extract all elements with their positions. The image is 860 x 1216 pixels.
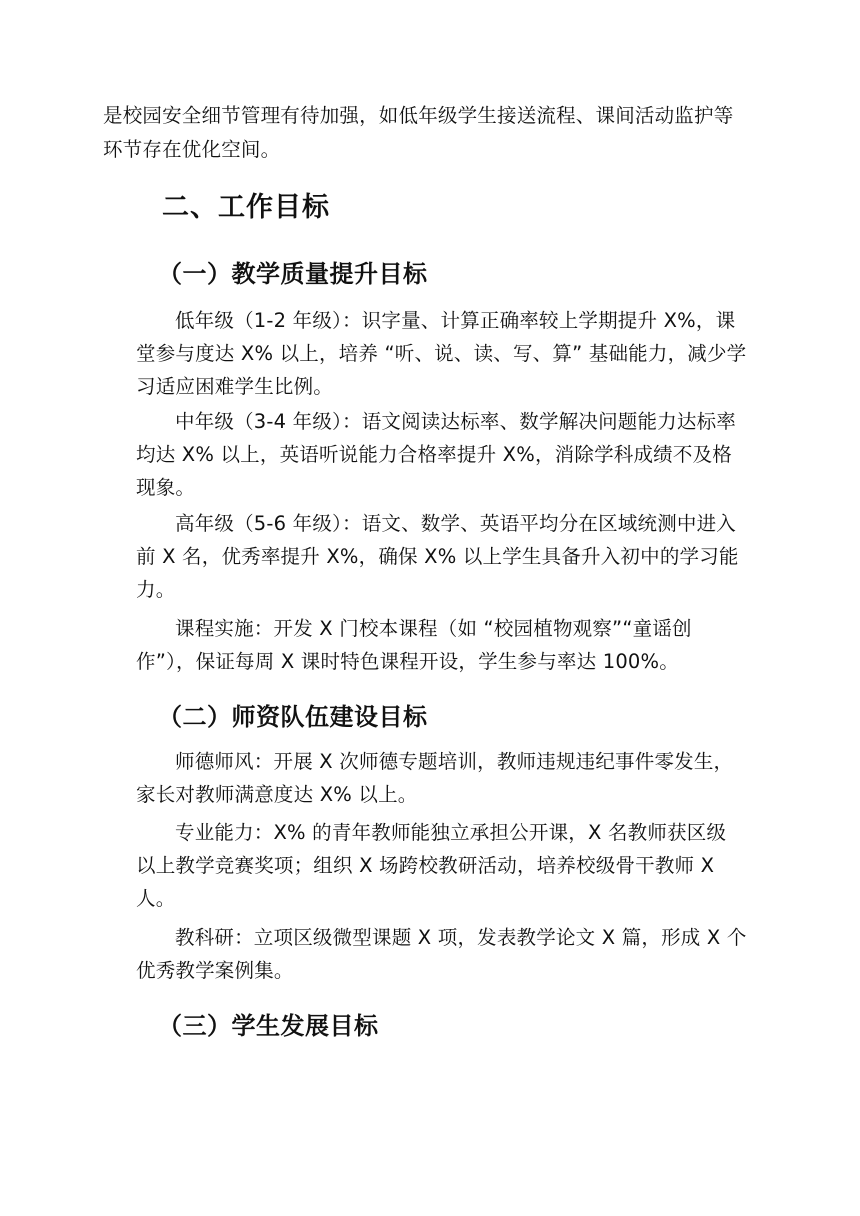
para-research-line-2: 优秀教学案例集。 [136, 959, 294, 982]
para-lower-grade-line-3: 习适应困难学生比例。 [136, 375, 334, 398]
para-middle-grade-line-2: 均达 X% 以上，英语听说能力合格率提升 X%，消除学科成绩不及格 [136, 443, 732, 466]
para-curriculum-line-2: 作”），保证每周 X 课时特色课程开设，学生参与率达 100%。 [136, 650, 679, 673]
para-lower-grade-line-2: 堂参与度达 X% 以上，培养 “听、说、读、写、算” 基础能力，减少学 [136, 342, 747, 365]
para-middle-grade-line-1: 中年级（3-4 年级）：语文阅读达标率、数学解决问题能力达标率 [175, 410, 736, 433]
para-ability-line-1: 专业能力：X% 的青年教师能独立承担公开课，X 名教师获区级 [175, 821, 727, 844]
subsection-title-teaching: （一）教学质量提升目标 [158, 260, 428, 288]
para-lower-grade-line-1: 低年级（1-2 年级）：识字量、计算正确率较上学期提升 X%，课 [175, 309, 736, 332]
intro-line-1: 是校园安全细节管理有待加强，如低年级学生接送流程、课间活动监护等 [103, 104, 734, 127]
para-upper-grade-line-2: 前 X 名，优秀率提升 X%，确保 X% 以上学生具备升入初中的学习能 [136, 545, 739, 568]
para-ethics-line-2: 家长对教师满意度达 X% 以上。 [136, 783, 418, 806]
para-ability-line-2: 以上教学竞赛奖项；组织 X 场跨校教研活动，培养校级骨干教师 X [136, 854, 715, 877]
para-curriculum-line-1: 课程实施：开发 X 门校本课程（如 “校园植物观察”“童谣创 [175, 617, 692, 640]
section-title: 二、工作目标 [162, 192, 330, 223]
para-ethics-line-1: 师德师风：开展 X 次师德专题培训，教师违规违纪事件零发生， [175, 750, 734, 773]
para-upper-grade-line-3: 力。 [136, 578, 176, 601]
intro-line-2: 环节存在优化空间。 [103, 138, 281, 161]
para-upper-grade-line-1: 高年级（5-6 年级）：语文、数学、英语平均分在区域统测中进入 [175, 512, 736, 535]
para-middle-grade-line-3: 现象。 [136, 476, 196, 499]
subsection-title-students: （三）学生发展目标 [158, 1012, 379, 1040]
subsection-title-teachers: （二）师资队伍建设目标 [158, 703, 428, 731]
para-research-line-1: 教科研：立项区级微型课题 X 项，发表教学论文 X 篇，形成 X 个 [175, 926, 747, 949]
para-ability-line-3: 人。 [136, 887, 176, 910]
